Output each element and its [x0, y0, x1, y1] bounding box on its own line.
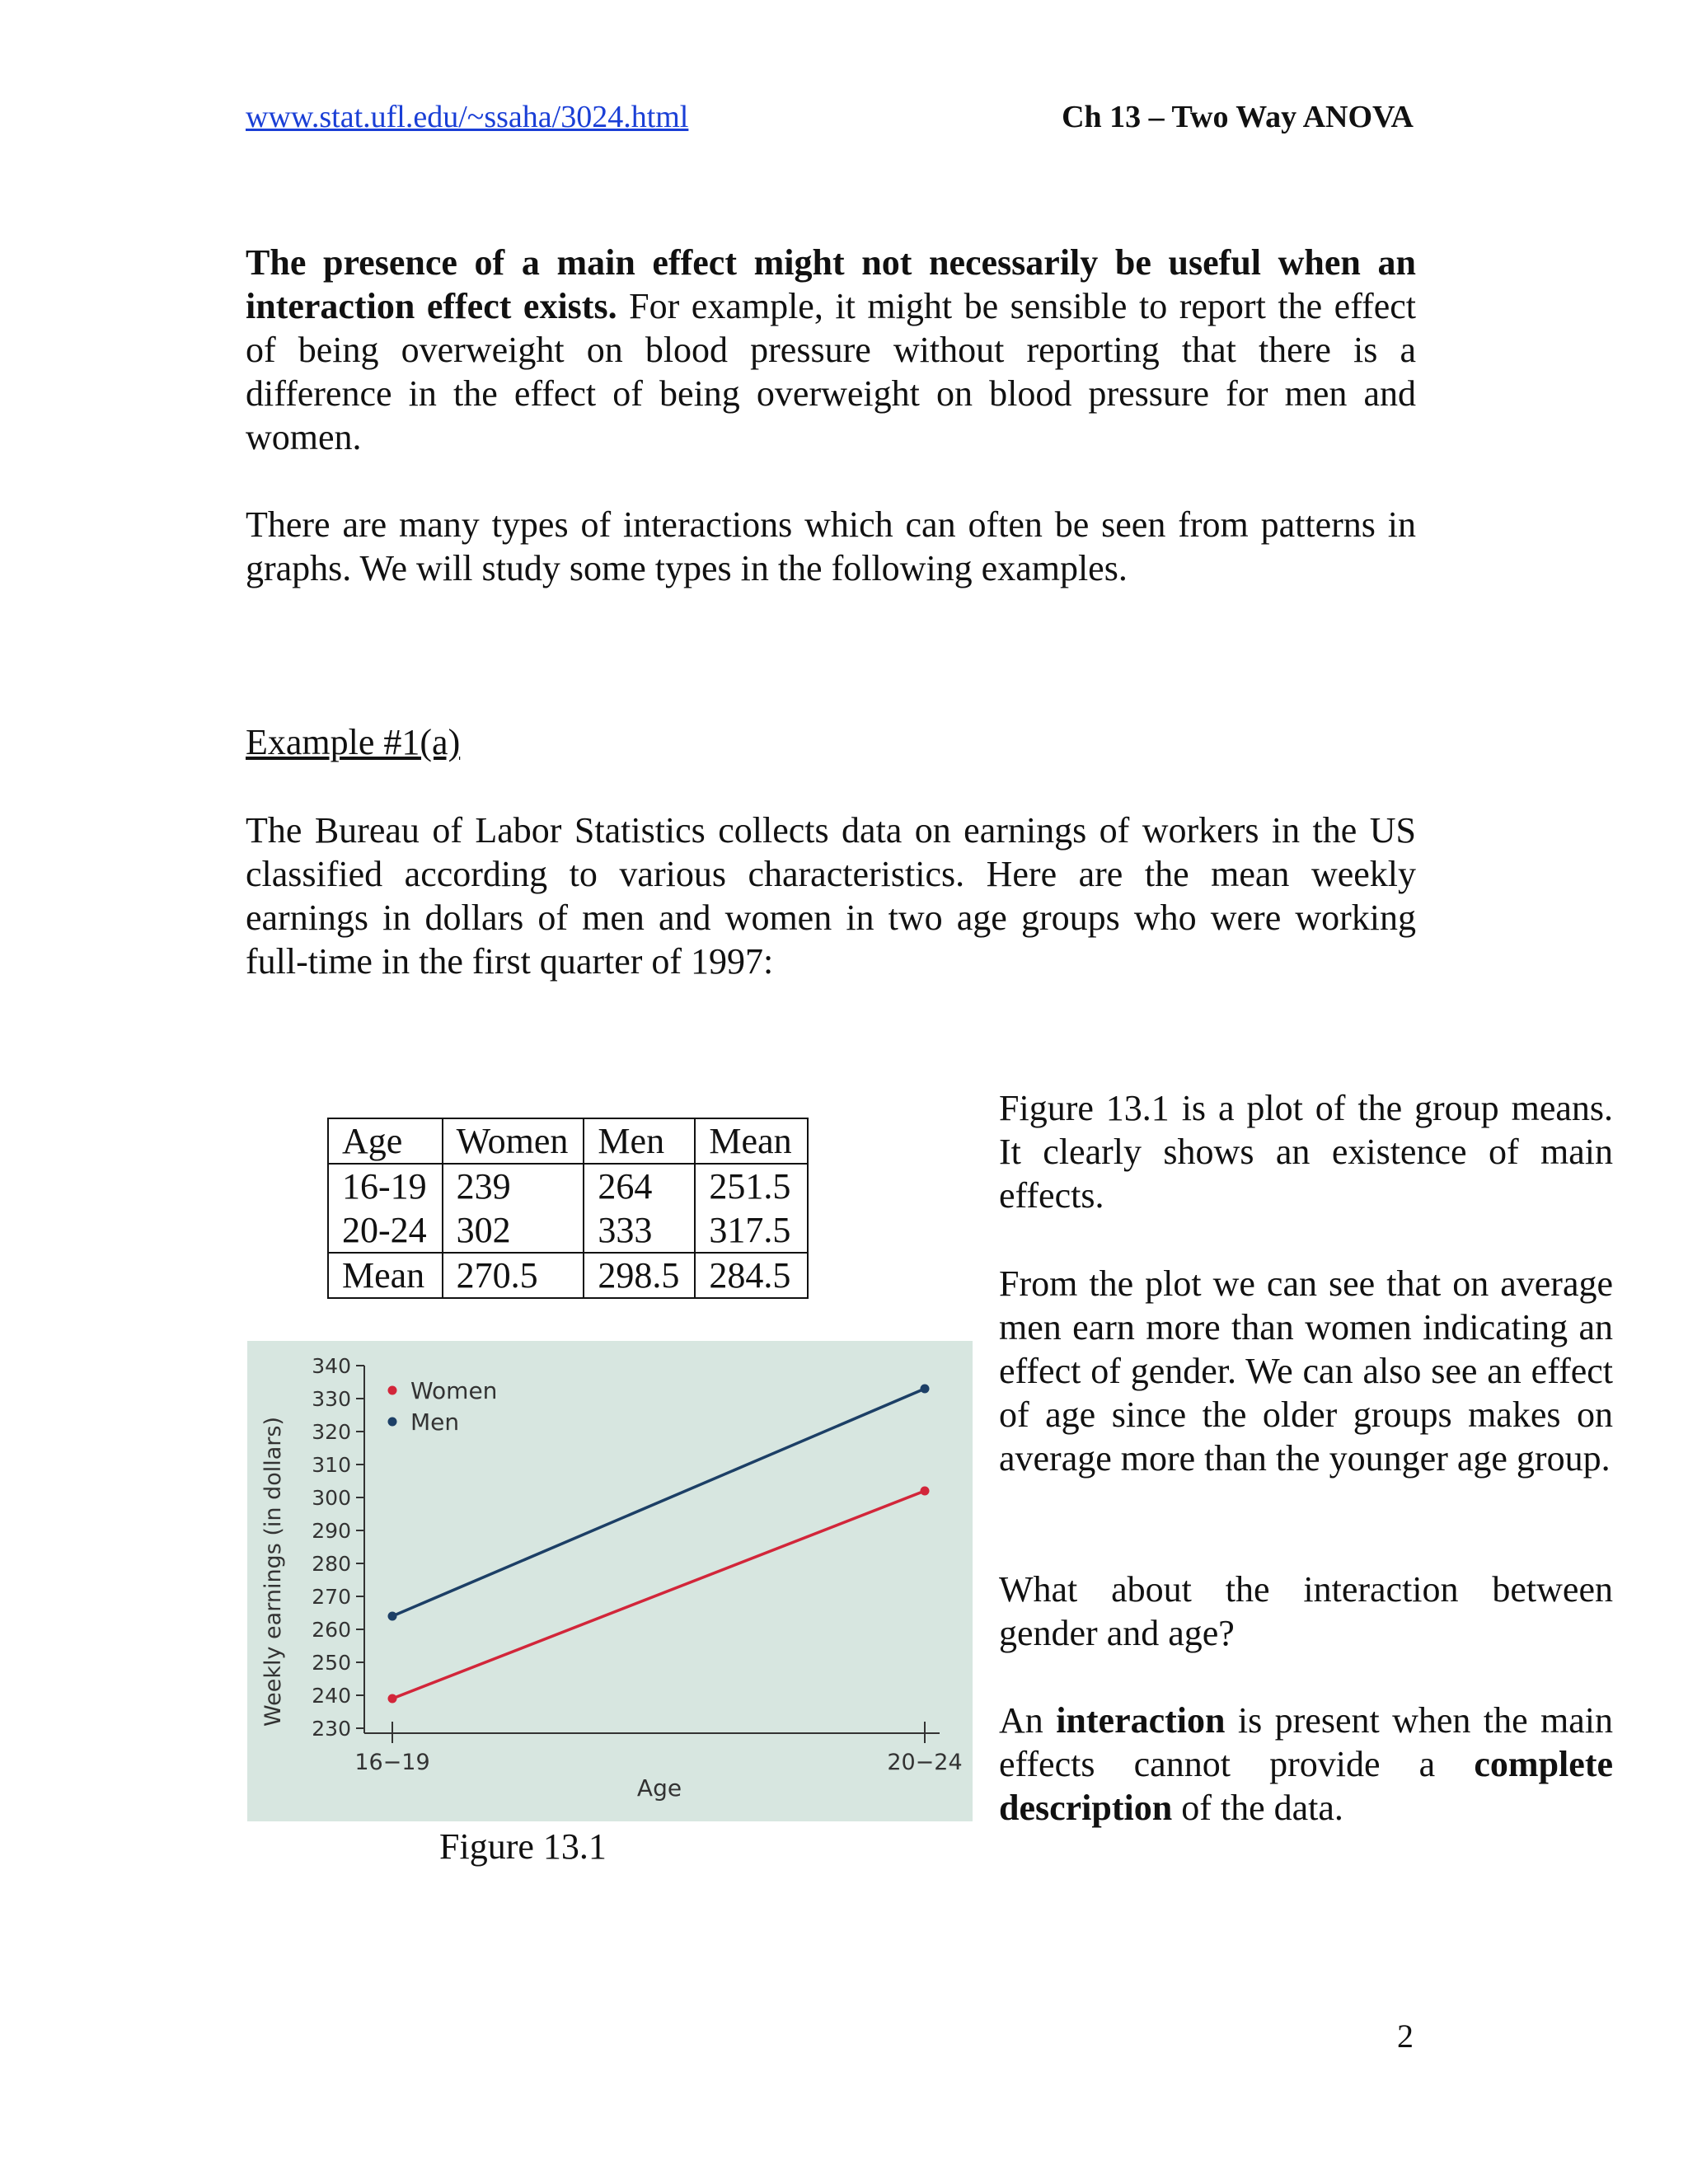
paragraph-bls-data: The Bureau of Labor Statistics collects data on earnings of workers in the US classified according to various characteristics. Here are the mean weekly earnings in dollars of men and women in two age groups who were working full-time in the first quarter of 1997: — [246, 810, 1416, 982]
table-cell: 16-19 — [328, 1164, 443, 1208]
y-tick-label: 310 — [312, 1453, 351, 1477]
side-paragraph-interaction-def — [999, 1699, 1613, 1830]
figure-caption: Figure 13.1 — [439, 1826, 607, 1867]
page-number: 2 — [1397, 2018, 1414, 2055]
y-tick-label: 260 — [312, 1618, 351, 1642]
legend-marker-men — [388, 1418, 397, 1427]
legend-label: Men — [410, 1408, 460, 1436]
table-header-cell: Men — [584, 1118, 695, 1164]
x-tick-label: 20−24 — [887, 1750, 963, 1775]
means-table — [327, 1118, 809, 1299]
table-cell: 317.5 — [695, 1208, 807, 1253]
y-tick-label: 340 — [312, 1354, 351, 1378]
chart-svg — [247, 1341, 973, 1821]
y-tick-label: 250 — [312, 1651, 351, 1675]
table-cell: 264 — [584, 1164, 695, 1208]
table-header-cell: Women — [443, 1118, 584, 1164]
interaction-def-text: is present when the main effects cannot provide a — [999, 1700, 1613, 1784]
y-tick-label: 330 — [312, 1387, 351, 1411]
table-cell: 333 — [584, 1208, 695, 1253]
data-point-men — [921, 1385, 930, 1394]
complete-description-term: complete description — [999, 1744, 1613, 1828]
y-tick-label: 320 — [312, 1420, 351, 1444]
data-point-women — [388, 1694, 397, 1704]
table-cell: 284.5 — [695, 1253, 807, 1298]
data-point-women — [921, 1487, 930, 1496]
interaction-def-text: An — [999, 1700, 1057, 1741]
legend-marker-women — [388, 1386, 397, 1395]
paragraph-main-effect-rest: For example, it might be sensible to report the effect of being overweight on blood pressure without reporting that there is a difference in the effect of being overweight on blood pressure for men and women. — [246, 286, 1416, 457]
side-paragraph-gender-age: From the plot we can see that on average men earn more than women indicating an effect of gender. We can also see an effect of age since the older groups makes on average more than the younger age group. — [999, 1263, 1613, 1479]
chapter-title: Ch 13 – Two Way ANOVA — [1062, 100, 1414, 134]
y-tick-label: 230 — [312, 1717, 351, 1741]
table-cell: 239 — [443, 1164, 584, 1208]
header-url-link[interactable]: www.stat.ufl.edu/~ssaha/3024.html — [246, 100, 689, 134]
table-cell: 270.5 — [443, 1253, 584, 1298]
paragraph-main-effect-bold: The presence of a main effect might not necessarily be useful when an interaction effect exists. — [246, 242, 1416, 326]
interaction-term: interaction — [1056, 1700, 1226, 1741]
y-tick-label: 270 — [312, 1585, 351, 1609]
table-cell: 298.5 — [584, 1253, 695, 1298]
table-header-cell: Mean — [695, 1118, 807, 1164]
table-row — [328, 1253, 808, 1298]
y-tick-label: 290 — [312, 1519, 351, 1543]
table-row — [328, 1208, 808, 1253]
table-cell: 251.5 — [695, 1164, 807, 1208]
figure-13-1-chart — [247, 1341, 973, 1821]
example-heading: Example #1(a) — [246, 722, 461, 762]
table-header-row — [328, 1118, 808, 1164]
x-axis-label: Age — [636, 1774, 682, 1802]
y-tick-label: 240 — [312, 1684, 351, 1708]
table-header-cell: Age — [328, 1118, 443, 1164]
table-cell: 302 — [443, 1208, 584, 1253]
y-tick-label: 280 — [312, 1552, 351, 1576]
x-tick-label: 16−19 — [354, 1750, 430, 1775]
legend-label: Women — [410, 1377, 498, 1404]
table-cell: Mean — [328, 1253, 443, 1298]
side-paragraph-question: What about the interaction between gender and age? — [999, 1569, 1613, 1653]
data-point-men — [388, 1612, 397, 1621]
table-cell: 20-24 — [328, 1208, 443, 1253]
y-axis-label: Weekly earnings (in dollars) — [260, 1417, 286, 1727]
interaction-def-text: of the data. — [1172, 1788, 1343, 1828]
table-row — [328, 1164, 808, 1208]
side-paragraph-main-effects: Figure 13.1 is a plot of the group means. It clearly shows an existence of main effects. — [999, 1088, 1613, 1216]
y-tick-label: 300 — [312, 1486, 351, 1510]
paragraph-interaction-types: There are many types of interactions which can often be seen from patterns in graphs. We will study some types in the following examples. — [246, 504, 1416, 588]
paragraph-main-effect — [246, 241, 1416, 459]
